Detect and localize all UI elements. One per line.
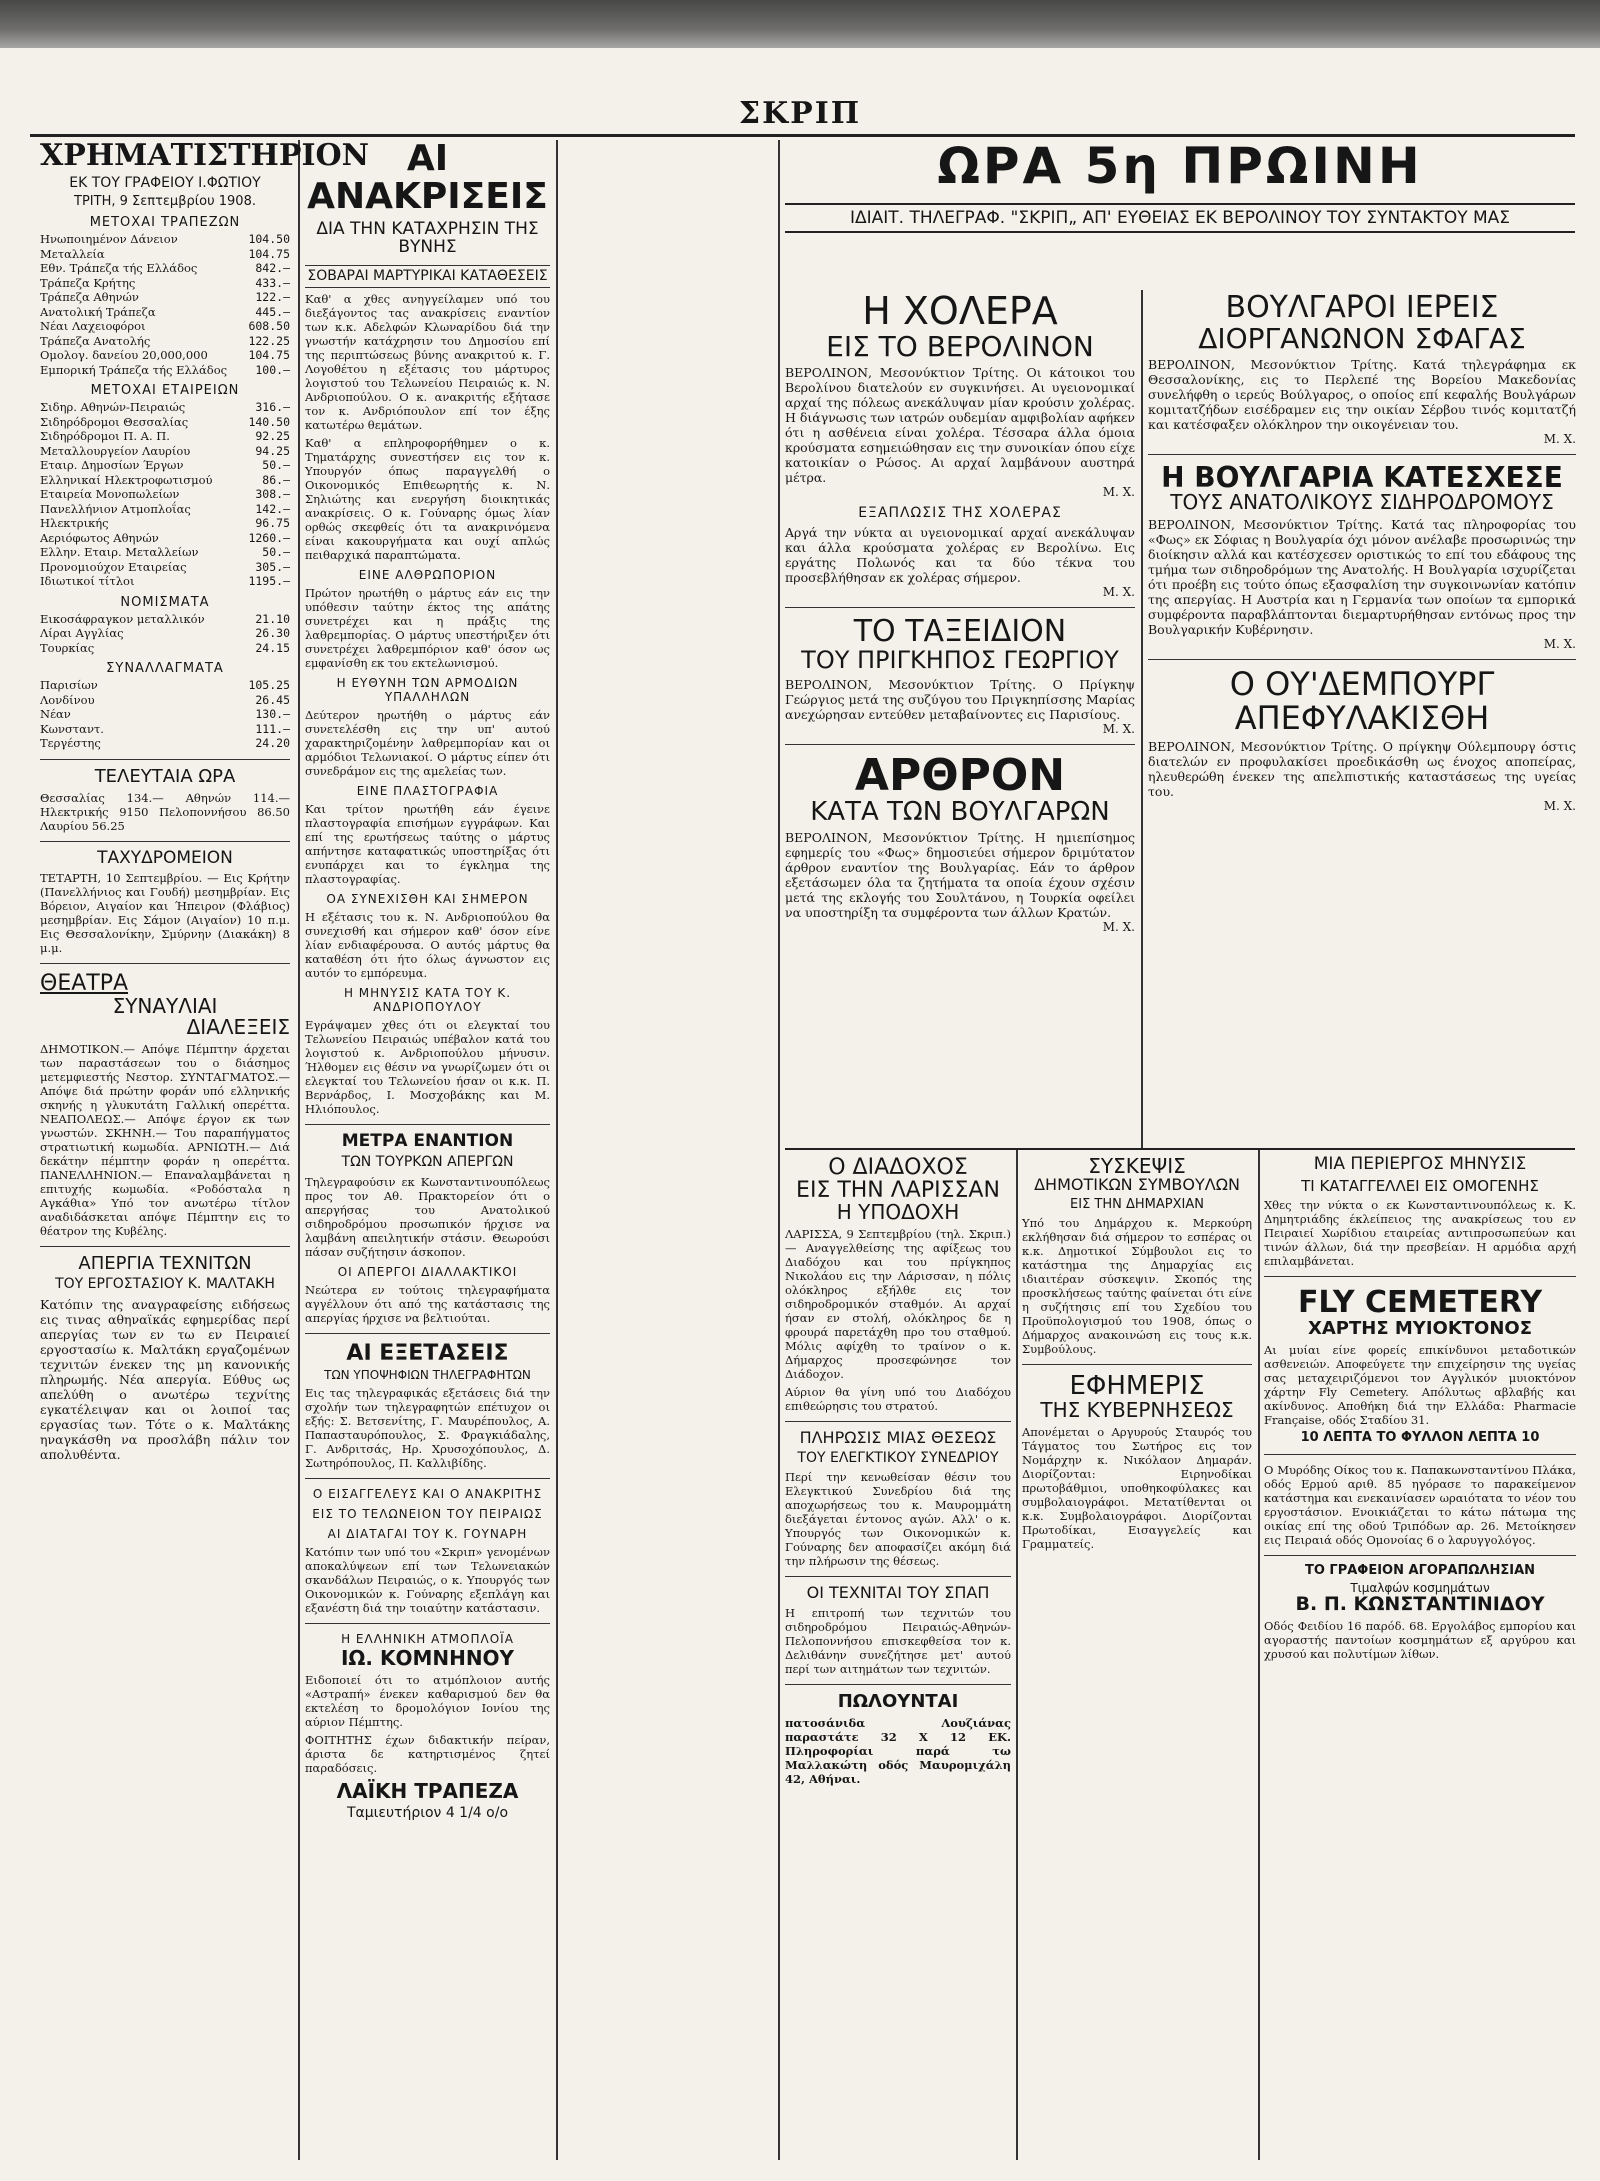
rate-value: 433.— bbox=[255, 275, 290, 290]
column-successor bbox=[785, 1156, 1011, 2161]
rate-name: Ηνωποιημένον Δάνειον bbox=[40, 232, 178, 247]
column-divider bbox=[298, 140, 300, 2160]
coins-table bbox=[40, 612, 290, 656]
fill-text: Περί την κενωθείσαν θέσιν του Ελεγκτικού Συνεδρίου διά της αποχωρήσεως του κ. Μαυρομμάτη διεξάγεται έντονος αγών. Αλλ' ο κ. Υπουργός των Οικονομικών κ. Γούναρης δεν αποφασίζει ακόμη διά την πλήρωσιν της θέσεως. bbox=[785, 1470, 1011, 1569]
rate-value: 50.— bbox=[262, 545, 290, 560]
divider bbox=[785, 744, 1135, 745]
rate-value: 24.20 bbox=[255, 736, 290, 751]
column-bulgaria-news bbox=[1148, 292, 1576, 1147]
exams-text: Εις τας τηλεγραφικάς εξετάσεις διά την σχολήν των τηλεγραφητών επέτυχον οι εξής: Σ. Βετσενίτης, Γ. Μαυρέπουλος, Α. Παπασταυρόπουλος, Σ. Φραγκιάδαλης, Γ. Ανδριτσάς, Ηρ. Χρυσοχόπουλος, Δ. Σωτηρόπουλος, Π. Καλλιβίδης. bbox=[305, 1385, 550, 1470]
coins-header: ΝΟΜΙΣΜΑΤΑ bbox=[120, 594, 210, 610]
trip-title: ΤΟ ΤΑΞΕΙΔΙΟΝ bbox=[853, 614, 1067, 650]
signature: Μ. Χ. bbox=[1543, 431, 1576, 446]
cholera-subtitle: ΕΙΣ ΤΟ ΒΕΡΟΛΙΝΟΝ bbox=[826, 329, 1094, 363]
strikers-title: ΜΕΤΡΑ ΕΝΑΝΤΙΟΝ bbox=[341, 1131, 514, 1152]
rate-row bbox=[40, 458, 290, 473]
rate-row bbox=[40, 707, 290, 722]
office-text: Οδός Φειδίου 16 παρόδ. 68. Εργολάβος εμπορίου και αγοραστής παντοίων κοσμημάτων εξ αργύρου και χρυσού και πολυτίμων λίθων. bbox=[1264, 1618, 1576, 1661]
rate-row bbox=[40, 261, 290, 276]
rate-name: Αεριόφωτος Αθηνών bbox=[40, 530, 159, 545]
fill-title: ΠΛΗΡΩΣΙΣ ΜΙΑΣ ΘΕΣΕΩΣ bbox=[799, 1428, 997, 1448]
office-name: Β. Π. ΚΩΝΣΤΑΝΤΙΝΙΔΟΥ bbox=[1295, 1593, 1545, 1616]
rate-value: 142.— bbox=[255, 501, 290, 516]
column-divider bbox=[1141, 290, 1143, 1150]
article-subtitle: ΚΑΤΑ ΤΩΝ ΒΟΥΛΓΑΡΩΝ bbox=[810, 797, 1110, 828]
rate-row bbox=[40, 626, 290, 641]
divider bbox=[40, 1246, 290, 1247]
banks-table bbox=[40, 232, 290, 377]
banner-5am bbox=[785, 137, 1575, 290]
ad-text: πατοσάνιδα Λουζιάνας παραστάτε 32 Χ 12 ΕΚ. Πληροφορίαι παρά τω Μαλλακώτη οδός Μαυρομιχάλη 42, Αθήναι. bbox=[785, 1716, 1011, 1787]
rate-value: 100.— bbox=[255, 362, 290, 377]
rate-name: Σιδηρ. Αθηνών-Πειραιώς bbox=[40, 400, 186, 415]
railway-text: ΒΕΡΟΛΙΝΟΝ, Μεσονύκτιον Τρίτης. Κατά τας πληροφορίας του «Φως» εκ Σόφιας η Βουλγαρία όχι μόνον ανέλαβε προσωρινώς την διοίκησιν αλλά και κατέσχεσεν οριστικώς το επί του εδάφους της τμήμα των σιδηροδρόμων της Ανατολής. Η Βουλγαρία ισχυρίζεται ότι προέβη εις τούτο όπως εξασφαλίση την συγκοινωνίαν κατόπιν της απεργίας. Η Αυστρία και η Γερμανία των οποίων τα εμπορικά συμφέροντα παραβλάπτονται διεμαρτυρήθησαν εντόνως προς την Βουλγαρικήν Κυβέρνησιν. bbox=[1148, 517, 1576, 638]
rate-name: Ελλην. Εταιρ. Μεταλλείων bbox=[40, 545, 199, 560]
column-stock-exchange bbox=[40, 138, 370, 2160]
gazette-subtitle: ΤΗΣ ΚΥΒΕΡΝΗΣΕΩΣ bbox=[1040, 1398, 1234, 1423]
successor-subtitle: ΕΙΣ ΤΗΝ ΛΑΡΙΣΣΑΝ bbox=[796, 1178, 1000, 1204]
rate-row bbox=[40, 678, 290, 693]
shipping-name: ΙΩ. ΚΟΜΝΗΝΟΥ bbox=[340, 1645, 515, 1670]
rate-name: Εθν. Τράπεζα τής Ελλάδος bbox=[40, 261, 198, 276]
gazette-title: ΕΦΗΜΕΡΙΣ bbox=[1069, 1371, 1205, 1402]
railway-title: Η ΒΟΥΛΓΑΡΙΑ ΚΑΤΕΣΧΕΣΕ bbox=[1161, 460, 1563, 494]
divider bbox=[1264, 1276, 1576, 1277]
priests-text: ΒΕΡΟΛΙΝΟΝ, Μεσονύκτιον Τρίτης. Κατά τηλεγράφημα εκ Θεσσαλονίκης, εις το Περλεπέ της Βορείου Μακεδονίας συνελήφθη ο ιερεύς Βούλγαρος, ο οποίος επί κεφαλής Βουλγάρων κομιτατζήδων εισέδραμεν εις την οικίαν Σέρβου τινός κομιτατζή και κατέσφαξεν ολόκληρον την οικογένειαν του. bbox=[1148, 356, 1576, 432]
column-berlin-news bbox=[785, 289, 1136, 1147]
column-divider bbox=[556, 140, 558, 2160]
divider bbox=[40, 963, 290, 964]
odem-title: Ο ΟΥ'ΔΕΜΠΟΥΡΓ bbox=[1229, 665, 1495, 704]
divider bbox=[1264, 1454, 1576, 1455]
rate-value: 86.— bbox=[262, 472, 290, 487]
spread-title: ΕΞΑΠΛΩΣΙΣ ΤΗΣ ΧΟΛΕΡΑΣ bbox=[858, 505, 1062, 522]
rate-row bbox=[40, 545, 290, 560]
section-text: Κατόπιν των υπό του «Σκριπ» γενομένων αποκαλύψεων επί των Τελωνειακών σκανδάλων Πειραιώς, ο κ. Υπουργός των Οικονομικών κ. Γούναρης εξεπλάγη και εξανέστη διά την τοιαύτην κατάστασιν. bbox=[305, 1544, 550, 1615]
bank-ad-title: ΛΑΪΚΗ ΤΡΑΠΕΖΑ bbox=[336, 1778, 519, 1803]
rate-name: Προνομιούχον Εταιρείας bbox=[40, 559, 187, 574]
divider bbox=[785, 607, 1135, 608]
investigations-deck: ΣΟΒΑΡΑΙ ΜΑΡΤΥΡΙΚΑΙ ΚΑΤΑΘΕΣΕΙΣ bbox=[305, 265, 550, 288]
rate-name: Τουρκίας bbox=[40, 640, 95, 655]
odem-text: ΒΕΡΟΛΙΝΟΝ, Μεσονύκτιον Τρίτης. Ο πρίγκηψ Ούλεμπουργ όστις διατελών εν προφυλακίσει προεδικάσθη ως ένοχος αποπείρας, ηλευθερώθη ένεκεν της απελπιστικής καταστάσεως της υγείας του. bbox=[1148, 739, 1576, 800]
misc-ads: Ο Μυρόδης Οίκος του κ. Παπακωνσταντίνου Πλάκα, οδός Ερμού αριθ. 85 ηγόρασε το παρακείμενον κατάστημα και ενεκαινίασεν ωραιότατα το νέον του εργοστάσιον. Ενοικιάζεται το κάτω πάτωμα της οικίας επί της οδού Τριπόδων αρ. 26. Μετοίκησεν εις Πειραιά οδός Ομονοίας 6 ο λαρυγγολόγος. bbox=[1264, 1462, 1576, 1547]
rate-name: Ανατολική Τράπεζα bbox=[40, 304, 156, 319]
mystery-subtitle: ΤΙ ΚΑΤΑΓΓΕΛΛΕΙ ΕΙΣ ΟΜΟΓΕΝΗΣ bbox=[1301, 1176, 1539, 1195]
divider bbox=[305, 1478, 550, 1479]
column-divider bbox=[1016, 1150, 1018, 2160]
divider bbox=[40, 841, 290, 842]
last-hour-text: Θεσσαλίας 134.— Αθηνών 114.— Ηλεκτρικής 9150 Πελοποννήσου 86.50 Λαυρίου 56.25 bbox=[40, 790, 290, 833]
rate-value: 105.25 bbox=[248, 678, 290, 693]
rate-value: 1195.— bbox=[248, 574, 290, 589]
page-top-edge bbox=[0, 0, 1600, 48]
rate-value: 308.— bbox=[255, 487, 290, 502]
rate-name: Σιδηρόδρομοι Θεσσαλίας bbox=[40, 414, 189, 429]
divider bbox=[1264, 1555, 1576, 1556]
gazette-text: Απονέμεται ο Αργυρούς Σταυρός του Τάγματος του Σωτήρος εις τον Νομάρχην κ. Νικόλαον Δημαράν. Διορίζονται: Ειρηνοδίκαι πρωτοβάθμιοι, υποθηκοφύλακες και συμβολαιογράφοι. Μετατίθενται οι κ.κ. Συμβολαιογράφοι. Διορίζονται Πρωτοδίκαι, Εισαγγελείς και Γραμματείς. bbox=[1022, 1425, 1252, 1552]
rate-row bbox=[40, 232, 290, 247]
rate-name: Εικοσάφραγκον μεταλλικόν bbox=[40, 611, 205, 626]
divider bbox=[1148, 454, 1576, 455]
lower-rule bbox=[785, 1148, 1575, 1150]
post-text: ΤΕΤΑΡΤΗ, 10 Σεπτεμβρίου. — Εις Κρήτην (Πανελλήνιος και Γουδή) μεσημβρίαν. Εις Βόρειον, Αιγαίον και Ήπειρον (Φλάβιος) μεσημβρίαν. Εις Σάμον (Αιγαίον) 10 π.μ. Εις Θεσσαλονίκην, Σμύρνην (Διακάκη) 8 μ.μ. bbox=[40, 871, 290, 956]
divider bbox=[305, 1124, 550, 1125]
rate-name: Λίραι Αγγλίας bbox=[40, 626, 124, 641]
signature: Μ. Χ. bbox=[1102, 585, 1135, 600]
section-head: ΕΙΝΕ ΠΛΑΣΤΟΓΡΑΦΙΑ bbox=[356, 784, 499, 799]
investigations-subtitle: ΔΙΑ ΤΗΝ ΚΑΤΑΧΡΗΣΙΝ ΤΗΣ ΒΥΝΗΣ bbox=[316, 218, 539, 258]
rate-row bbox=[40, 516, 290, 531]
rate-name: Σιδηρόδρομοι Π. Α. Π. bbox=[40, 429, 170, 444]
rate-row bbox=[40, 276, 290, 291]
ad-title: ΠΩΛΟΥΝΤΑΙ bbox=[837, 1691, 959, 1713]
rate-value: 104.75 bbox=[248, 246, 290, 261]
signature: Μ. Χ. bbox=[1102, 485, 1135, 500]
rate-value: 24.15 bbox=[255, 640, 290, 655]
odem-subtitle: ΑΠΕΦΥΛΑΚΙΣΘΗ bbox=[1234, 698, 1490, 737]
spread-text: Αργά την νύκτα αι υγειονομικαί αρχαί ανεκάλυψαν και άλλα κρούσματα χολέρας εν Βερολίνω. Εις εργάτης Πολωνός και τα δύο τέκνα του προσεβλήθησαν εκ χολέρας σήμερον. bbox=[785, 525, 1135, 586]
mystery-text: Χθες την νύκτα ο εκ Κωνσταντινουπόλεως κ. Κ. Δημητριάδης έκλείπειος της ανακρίσεως του εν Πειραιεί Χωρίδιου εταιρείας αντιπροσωπεύων και τινών άλλων, διά την πρεσβείαν. Η αρμόδια αρχή επιλαμβάνεται. bbox=[1264, 1198, 1576, 1269]
trip-subtitle: ΤΟΥ ΠΡΙΓΚΗΠΟΣ ΓΕΩΡΓΙΟΥ bbox=[801, 645, 1119, 674]
rate-value: 94.25 bbox=[255, 443, 290, 458]
last-hour-title: ΤΕΛΕΥΤΑΙΑ ΩΡΑ bbox=[94, 765, 236, 787]
rate-name: Πανελλήνιον Ατμοπλοΐας bbox=[40, 501, 191, 516]
investigations-title: ΑΙ ΑΝΑΚΡΙΣΕΙΣ bbox=[307, 138, 548, 217]
companies-table bbox=[40, 400, 290, 589]
council-title: ΣΥΣΚΕΨΙΣ bbox=[1088, 1154, 1186, 1178]
priests-title: ΒΟΥΛΓΑΡΟΙ ΙΕΡΕΙΣ bbox=[1225, 290, 1499, 325]
rate-name: Εταιρ. Δημοσίων Έργων bbox=[40, 458, 184, 473]
column-divider bbox=[778, 140, 780, 2160]
tech-title: ΟΙ ΤΕΧΝΙΤΑΙ ΤΟΥ ΣΠΑΠ bbox=[806, 1583, 990, 1603]
office-subtitle: Τιμαλφών κοσμημάτων bbox=[1350, 1580, 1490, 1595]
rate-row bbox=[40, 305, 290, 320]
rate-row bbox=[40, 444, 290, 459]
rate-row bbox=[40, 334, 290, 349]
lead-right: Καθ' α επληροφορήθημεν ο κ. Τηματάρχης συνεστήσεν εις τον κ. Υπουργόν όπως παραγγελθή ο Οικονομικός Επιθεωρητής κ. Ν. Σηλιώτης και ενεργήση διοικητικάς ανακρίσεις. Ο κ. Γούναρης όμως λίαν ορθώς σκεφθείς ότι τα ανακρινόμενα είναι κακουργήματα και ουχί απλώς πειθαρχικά παραπτώματα. bbox=[305, 436, 550, 563]
council-subtitle: ΔΗΜΟΤΙΚΩΝ ΣΥΜΒΟΥΛΩΝ bbox=[1034, 1175, 1240, 1194]
post-title: ΤΑΧΥΔΡΟΜΕΙΟΝ bbox=[97, 847, 233, 868]
rate-row bbox=[40, 429, 290, 444]
priests-subtitle: ΔΙΟΡΓΑΝΩΝΟΝ ΣΦΑΓΑΣ bbox=[1198, 321, 1526, 355]
section-head: ΑΙ ΔΙΑΤΑΓΑΙ ΤΟΥ Κ. ΓΟΥΝΑΡΗ bbox=[327, 1526, 528, 1541]
section-text: Δεύτερον ηρωτήθη ο μάρτυς εάν συνετελέσθη εις την υπ' αυτού χαρακτηριζομένην λαθρεμπορίαν και οι αρμόδιοι Τελωνιακοί. Ο μάρτυς είπεν ότι συνεδράμον εις της αμελείας των. bbox=[305, 708, 550, 779]
rate-value: 316.— bbox=[255, 400, 290, 415]
shipping-head: Η ΕΛΛΗΝΙΚΗ ΑΤΜΟΠΛΟΪΑ bbox=[341, 1631, 514, 1646]
signature: Μ. Χ. bbox=[1543, 799, 1576, 814]
section-text: Νεώτερα εν τούτοις τηλεγραφήματα αγγέλλουν ότι από της κατάστασις της απεργίας ήρχισε να βελτιούται. bbox=[305, 1282, 550, 1325]
rate-row bbox=[40, 722, 290, 737]
fly-title: FLY CEMETERY bbox=[1297, 1285, 1543, 1321]
rate-name: Τράπεζα Κρήτης bbox=[40, 275, 136, 290]
section-head: ΟΙ ΑΠΕΡΓΟΙ ΔΙΑΛΛΑΚΤΙΚΟΙ bbox=[337, 1264, 518, 1279]
rate-name: Ομολογ. δανείου 20,000,000 bbox=[40, 348, 208, 363]
rate-name: Νέαν bbox=[40, 707, 71, 722]
rate-value: 122.— bbox=[255, 290, 290, 305]
divider bbox=[1022, 1364, 1252, 1365]
section-head: Η ΜΗΝΥΣΙΣ ΚΑΤΑ ΤΟΥ Κ. ΑΝΔΡΙΟΠΟΥΛΟΥ bbox=[343, 986, 512, 1015]
rate-row bbox=[40, 531, 290, 546]
bank-ad-text: Ταμιευτήριον 4 1/4 ο/ο bbox=[346, 1804, 509, 1821]
cholera-title: Η ΧΟΛΕΡΑ bbox=[862, 289, 1058, 333]
rate-row bbox=[40, 736, 290, 751]
divider bbox=[785, 1684, 1011, 1685]
rate-row bbox=[40, 290, 290, 305]
rate-value: 122.25 bbox=[248, 333, 290, 348]
stock-exchange-date: ΤΡΙΤΗ, 9 Σεπτεμβρίου 1908. bbox=[74, 193, 256, 209]
rate-row bbox=[40, 641, 290, 656]
council-text: Υπό του Δημάρχου κ. Μερκούρη εκλήθησαν διά σήμερον το εσπέρας οι κ.κ. Δημοτικοί Σύμβουλοι εις το κατάστημα της Δημαρχίας εις ιδιαιτέραν σύσκεψιν. Σκοπός της προσκλήσεως ταύτης φαίνεται ότι είνε η συζήτησις επί του Σχεδίου του Προϋπολογισμού του 1908, όπως ο Δήμαρχος ανακοινώση εις τους κ.κ. Συμβούλους. bbox=[1022, 1216, 1252, 1357]
stock-exchange-subtitle: ΕΚ ΤΟΥ ΓΡΑΦΕΙΟΥ Ι.ΦΩΤΙΟΥ bbox=[69, 174, 261, 191]
rate-row bbox=[40, 560, 290, 575]
article-text: ΒΕΡΟΛΙΝΟΝ, Μεσονύκτιον Τρίτης. Η ημιεπίσημος εφημερίς του «Φως» δημοσιεύει σήμερον δριμύτατον άρθρον εναντίον της Βουλγαρίας. Εάν το άρθρον εξετάσωμεν όλα τα ζητήματα τα οποία έχουν σχέσιν μετά της εκλογής του Σουλτάνου, η Τουρκία οφείλει να υποστηρίξη τα συμφέροντα των άλλων Κρατών. bbox=[785, 830, 1135, 921]
telegraph-line: ΙΔΙΑΙΤ. ΤΗΛΕΓΡΑΦ. "ΣΚΡΙΠ„ ΑΠ' ΕΥΘΕΙΑΣ ΕΚ ΒΕΡΟΛΙΝΟΥ ΤΟΥ ΣΥΝΤΑΚΤΟΥ ΜΑΣ bbox=[785, 203, 1575, 234]
rate-value: 50.— bbox=[262, 458, 290, 473]
successor-text-2: Αύριον θα γίνη υπό του Διαδόχου επιθεώρησις του στρατού. bbox=[785, 1385, 1011, 1414]
signature: Μ. Χ. bbox=[1543, 637, 1576, 652]
rate-value: 104.50 bbox=[248, 232, 290, 247]
rate-row bbox=[40, 247, 290, 262]
section-text: Η εξέτασις του κ. Ν. Ανδριοπούλου θα συνεχισθή και σήμερον καθ' όσον είνε λίαν ενδιαφέρουσα. Ο αυτός μάρτυς θα καταθέση ότι ήτο όλως άγνωστον εις αυτόν το εμπόρευμα. bbox=[305, 910, 550, 981]
fill-subtitle: ΤΟΥ ΕΛΕΓΚΤΙΚΟΥ ΣΥΝΕΔΡΙΟΥ bbox=[797, 1449, 999, 1466]
strikers-subtitle: ΤΩΝ ΤΟΥΡΚΩΝ ΑΠΕΡΓΩΝ bbox=[341, 1154, 514, 1171]
rate-row bbox=[40, 502, 290, 517]
rate-name: Εμπορική Τράπεζα τής Ελλάδος bbox=[40, 362, 228, 377]
divider bbox=[305, 1333, 550, 1334]
rate-value: 96.75 bbox=[255, 516, 290, 531]
successor-title: Ο ΔΙΑΔΟΧΟΣ bbox=[828, 1155, 968, 1180]
divider bbox=[40, 759, 290, 760]
trip-text: ΒΕΡΟΛΙΝΟΝ, Μεσονύκτιον Τρίτης. Ο Πρίγκηψ Γεώργιος μετά της συζύγου του Πριγκηπίσσης Μαρίας ανεχώρησαν εντεύθεν μεταβαίνοντες εις Παρισίους. bbox=[785, 676, 1135, 722]
rate-name: Τράπεζα Ανατολής bbox=[40, 333, 151, 348]
rate-value: 608.50 bbox=[248, 319, 290, 334]
office-title: ΤΟ ΓΡΑΦΕΙΟΝ ΑΓΟΡΑΠΩΛΗΣΙΑΝ bbox=[1304, 1562, 1536, 1578]
rate-name: Εταιρεία Μονοπωλείων bbox=[40, 487, 180, 502]
rate-row bbox=[40, 487, 290, 502]
rate-name: Μεταλλουργείον Λαυρίου bbox=[40, 443, 191, 458]
fly-text: Αι μυίαι είνε φορείς επικίνδυνοι μεταδοτικών ασθενειών. Αποφεύγετε την επιχείρησιν της υγείας σας μεταχειριζόμενοι τον Αγγλικόν μυιοκτόνον χάρτην Fly Cemetery. Απόλυτως αβλαβής και ακίνδυνος. Αποθήκη διά την Ελλάδα: Pharmacie Française, οδός Σταδίου 31. bbox=[1264, 1343, 1576, 1428]
fx-table bbox=[40, 678, 290, 751]
theatre-sub1: ΣΥΝΑΥΛΙΑΙ bbox=[112, 993, 218, 1018]
rate-value: 1260.— bbox=[248, 530, 290, 545]
rate-value: 92.25 bbox=[255, 429, 290, 444]
fly-price: 10 ΛΕΠΤΑ ΤΟ ΦΥΛΛΟΝ ΛΕΠΤΑ 10 bbox=[1300, 1430, 1540, 1446]
rate-value: 305.— bbox=[255, 559, 290, 574]
rate-row bbox=[40, 415, 290, 430]
tech-text: Η επιτροπή των τεχνιτών του σιδηροδρόμου Πειραιώς-Αθηνών-Πελοποννήσου επισκεφθείσα τον κ. Δελιθάνην συνεζήτησε μετ' αυτού περί των αιτημάτων των τεχνιτών. bbox=[785, 1606, 1011, 1677]
theatre-text: ΔΗΜΟΤΙΚΟΝ.— Απόψε Πέμπτην άρχεται των παραστάσεων του ο διάσημος μετεμφιεστής Νεστορ. ΣΥΝΤΑΓΜΑΤΟΣ.— Απόψε διά πρώτην φοράν υπό ελληνικής σκηνής η γλυκυτάτη Γαλλική οπερέττα. ΝΕΑΠΟΛΕΩΣ.— Απόψε έργον εκ των γνωστών. ΣΚΗΝΗ.— Του παραπήγματος στρατιωτική κωμωδία. ΑΡΝΙΩΤΗ.— Διά δεκάτην πέμπτην φοράν η οπερέττα. ΠΑΝΕΛΛΗΝΙΟΝ.— Επαναλαμβάνεται η επιτυχής κωμωδία. «Ροδόσταλα η Αγκάθια» Υπό τον ανωτέρω τίτλον αναδιδάσκεται απόψε Πέμπτην εις το θέατρον της Κυβέλης. bbox=[40, 1041, 290, 1238]
strike-title: ΑΠΕΡΓΙΑ ΤΕΧΝΙΤΩΝ bbox=[78, 1252, 252, 1274]
rate-name: Κωνσταντ. bbox=[40, 721, 104, 736]
rate-value: 140.50 bbox=[248, 414, 290, 429]
rate-value: 445.— bbox=[255, 304, 290, 319]
exams-title: ΑΙ ΕΞΕΤΑΣΕΙΣ bbox=[346, 1340, 509, 1366]
divider bbox=[785, 1576, 1011, 1577]
stock-exchange-title: ΧΡΗΜΑΤΙΣΤΗΡΙΟΝ bbox=[40, 138, 370, 173]
successor-subtitle-2: Η ΥΠΟΔΟΧΗ bbox=[836, 1200, 960, 1225]
section-text: Και τρίτον ηρωτήθη εάν έγεινε πλαστογραφία επισήμων εγγράφων. Και επί της ερωτήσεως ταύτης ο μάρτυς απήντησε καταφατικώς υποστηρίξας ότι ενυπάρχει και το έγκλημα της πλαστογραφίας. bbox=[305, 802, 550, 887]
student-ad: ΦΟΙΤΗΤΗΣ έχων διδακτικήν πείραν, άριστα δε κατηρτισμένος ζητεί παραδόσεις. bbox=[305, 1732, 550, 1775]
fx-header: ΣΥΝΑΛΛΑΓΜΑΤΑ bbox=[106, 661, 224, 677]
signature: Μ. Χ. bbox=[1102, 721, 1135, 736]
rate-name: Ελληνικαί Ηλεκτροφωτισμού bbox=[40, 472, 213, 487]
rate-row bbox=[40, 319, 290, 334]
divider bbox=[785, 1421, 1011, 1422]
rate-row bbox=[40, 693, 290, 708]
mystery-title: ΜΙΑ ΠΕΡΙΕΡΓΟΣ ΜΗΝΥΣΙΣ bbox=[1313, 1154, 1527, 1174]
section-head: Ο ΕΙΣΑΓΓΕΛΕΥΣ ΚΑΙ Ο ΑΝΑΚΡΙΤΗΣ bbox=[312, 1486, 543, 1501]
strikers-text: Τηλεγραφούσιν εκ Κωνσταντινουπόλεως προς τον Αθ. Πρακτορείον ότι ο απεργήσας του Ανατολικού σιδηροδρόμου προσωπικόν ήρχισε να λαμβάνη απειλητικήν στάσιν. Θεωρούσι πάσαν συζήτησιν άσκοπον. bbox=[305, 1174, 550, 1259]
rate-name: Ιδιωτικοί τίτλοι bbox=[40, 574, 135, 589]
banks-header: ΜΕΤΟΧΑΙ ΤΡΑΠΕΖΩΝ bbox=[89, 215, 241, 231]
shipping-text: Ειδοποιεί ότι το ατμόπλοιον αυτής «Αστραπή» ένεκεν καθαρισμού δεν θα εκτελέση το δρομολόγιον Ιονίου της αύριον Πέμπτης. bbox=[305, 1672, 550, 1729]
rate-row bbox=[40, 574, 290, 589]
cholera-text: ΒΕΡΟΛΙΝΟΝ, Μεσονύκτιον Τρίτης. Οι κάτοικοι του Βερολίνου διατελούν εν συγκινήσει. Αι υγειονομικαί αρχαί της πόλεως ανεκάλυψαν μίαν κρούσιν χολέρας. Η διάγνωσις των ιατρών ουδεμίαν αμφιβολίαν αφήκεν ότι η ασθένεια είναι χολέρα. Τέσσαρα άλλα όμοια κρούσματα εσημειώθησαν εις την συνοικίαν όπου είχε κατοικίαν ο Ρώσος. Αι αρχαί λαμβάνουν αυστηρά μέτρα. bbox=[785, 365, 1136, 486]
divider bbox=[1148, 659, 1576, 660]
masthead: ΣΚΡΙΠ bbox=[738, 96, 862, 131]
rate-value: 842.— bbox=[255, 261, 290, 276]
council-subtitle-2: ΕΙΣ ΤΗΝ ΔΗΜΑΡΧΙΑΝ bbox=[1070, 1196, 1204, 1212]
divider bbox=[305, 1623, 550, 1624]
rate-row bbox=[40, 363, 290, 378]
signature: Μ. Χ. bbox=[1102, 920, 1135, 935]
rate-name: Μεταλλεία bbox=[40, 246, 105, 261]
column-investigations bbox=[305, 140, 550, 2160]
section-head: ΕΙΣ ΤΟ ΤΕΛΩΝΕΙΟΝ ΤΟΥ ΠΕΙΡΑΙΩΣ bbox=[312, 1506, 543, 1521]
column-council bbox=[1022, 1156, 1252, 2161]
rate-value: 26.30 bbox=[255, 626, 290, 641]
companies-header: ΜΕΤΟΧΑΙ ΕΤΑΙΡΕΙΩΝ bbox=[90, 383, 240, 399]
rate-name: Λονδίνου bbox=[40, 692, 95, 707]
column-divider bbox=[1258, 1150, 1260, 2160]
section-text: Εγράψαμεν χθες ότι οι ελεγκταί του Τελωνείου Πειραιώς υπέβαλον κατά του λογιστού κ. Ανδριοπούλου μήνυσιν. Ήλθομεν εις θέσιν να γνωρίζωμεν ότι οι ελεγκταί του Τελωνείου ήσαν οι κ.κ. Π. Βερνάρδος, Ι. Μοσχοβάκης και Μ. Ηλιόπουλος. bbox=[305, 1018, 550, 1117]
rate-row bbox=[40, 400, 290, 415]
rate-row bbox=[40, 612, 290, 627]
column-ads bbox=[1264, 1156, 1576, 2161]
rate-name: Νέαι Λαχειοφόροι bbox=[40, 319, 146, 334]
banner-title: ΩΡΑ 5η ΠΡΩΙΝΗ bbox=[937, 137, 1423, 195]
railway-subtitle: ΤΟΥΣ ΑΝΑΤΟΛΙΚΟΥΣ ΣΙΔΗΡΟΔΡΟΜΟΥΣ bbox=[1170, 490, 1554, 515]
rate-name: Τράπεζα Αθηνών bbox=[40, 290, 139, 305]
strike-text: Κατόπιν της αναγραφείσης ειδήσεως εις τινας αθηναϊκάς εφημερίδας περί απεργίας των εν τω εν Πειραιεί εργοστασίω κ. Μαλτάκη εργαζομένων τεχνιτών ένεκεν της μη κανονικής πληρωμής. Νέα απεργία. Εύθυς ως απελύθη ο ανωτέρω τεχνίτης εγκατέλειψαν και οι λοιποί τας εργασίας των. Τότε ο κ. Μαλτάκης ηναγκάσθη να προσλάβη πάλιν τον απολυθέντα. bbox=[40, 1296, 290, 1462]
section-text: Πρώτον ηρωτήθη ο μάρτυς εάν εις την υπόθεσιν ταύτην έκτος της απάτης συνετρέχει και η πράξις της λαθρεμπορίας. Ο μάρτυς υπεστήριξεν ότι συνετρέχει λαθρεμπόριον καθ' όσον ως εμφανίσθη εκ του εκτελωνισμού. bbox=[305, 586, 550, 671]
exams-subtitle: ΤΩΝ ΥΠΟΨΗΦΙΩΝ ΤΗΛΕΓΡΑΦΗΤΩΝ bbox=[324, 1367, 531, 1382]
article-title: ΑΡΘΡΟΝ bbox=[854, 749, 1066, 801]
rate-value: 21.10 bbox=[255, 611, 290, 626]
theatre-title: ΘΕΑΤΡΑ bbox=[40, 971, 129, 997]
rate-row bbox=[40, 348, 290, 363]
rate-row bbox=[40, 473, 290, 488]
rate-name: Τεργέστης bbox=[40, 736, 101, 751]
fly-subtitle: ΧΑΡΤΗΣ ΜΥΙΟΚΤΟΝΟΣ bbox=[1307, 1318, 1533, 1340]
strike-subtitle: ΤΟΥ ΕΡΓΟΣΤΑΣΙΟΥ Κ. ΜΑΛΤΑΚΗ bbox=[55, 1276, 275, 1293]
rate-name: Παρισίων bbox=[40, 678, 98, 693]
rate-name: Ηλεκτρικής bbox=[40, 516, 109, 531]
section-head: ΟΑ ΣΥΝΕΧΙΣΘΗ ΚΑΙ ΣΗΜΕΡΟΝ bbox=[326, 892, 529, 907]
section-head: ΕΙΝΕ ΑΛΘΡΩΠΟΡΙΟΝ bbox=[358, 568, 497, 583]
section-head: Η ΕΥΘΥΝΗ ΤΩΝ ΑΡΜΟΔΙΩΝ ΥΠΑΛΛΗΛΩΝ bbox=[336, 676, 519, 705]
successor-text: ΛΑΡΙΣΣΑ, 9 Σεπτεμβρίου (τηλ. Σκριπ.) — Αναγγελθείσης της αφίξεως του Διαδόχου και του πρίγκηπος Νικολάου εις την Λάρισσαν, η πόλις ολόκληρος εξήλθε εις τον σιδηροδρομικόν σταθμόν. Αι αρχαί ήσαν εν στολή, ολόκληρος δε η φρουρά παρετάχθη προ του σταθμού. Μόλις αφίχθη το τραίνον ο κ. Δήμαρχος προσεφώνησε τον Διάδοχον. bbox=[785, 1227, 1011, 1382]
rate-value: 26.45 bbox=[255, 692, 290, 707]
lead-left: Καθ' α χθες ανηγγείλαμεν υπό του διεξάγοντος τας ανακρίσεις εναντίον των κ.κ. Αδελφών Κλωναρίδου διά την γνωστήν κατάχρησιν του Δημοσίου επί της περιπτώσεως βύνης ανακριτού κ. Γ. Λογοθέτου η εξέτασις του μάρτυρος λογιστού του Τελωνείου Πειραιώς κ. Ν. Ανδριοπούλου. Ο κ. ανακριτής εξήτασε τον κ. Ανδριόπουλον επί τον έξης κατωτέρω θεμάτων. bbox=[305, 292, 550, 433]
theatre-sub2: ΔΙΑΛΕΞΕΙΣ bbox=[186, 1014, 290, 1039]
rate-value: 111.— bbox=[255, 721, 290, 736]
rate-value: 130.— bbox=[255, 707, 290, 722]
rate-value: 104.75 bbox=[248, 348, 290, 363]
